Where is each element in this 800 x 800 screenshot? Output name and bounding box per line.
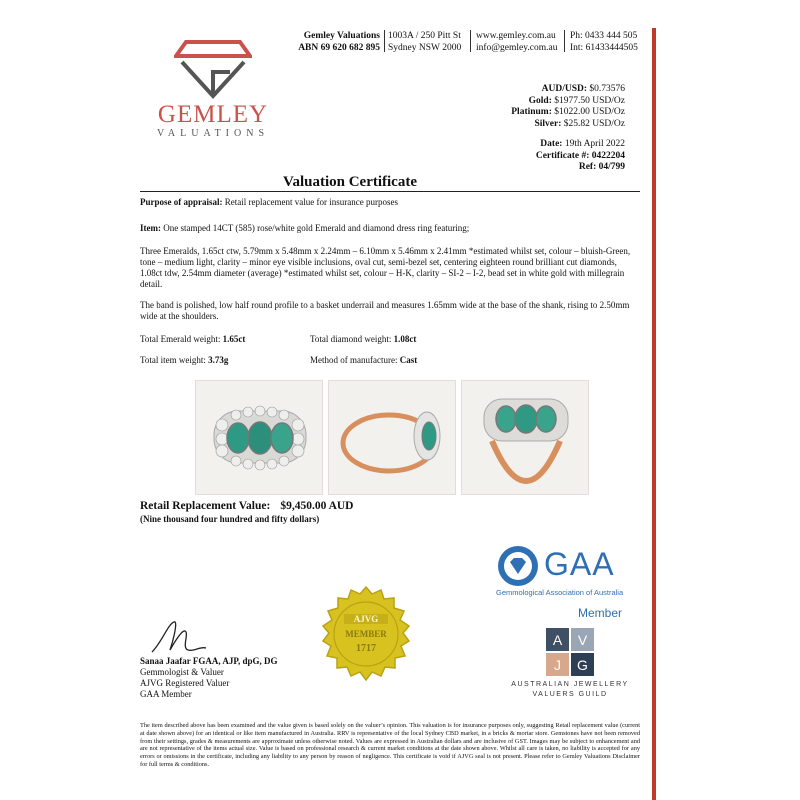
gaa-emblem-icon — [496, 544, 540, 588]
platinum-value: $1022.00 USD/Oz — [554, 107, 625, 117]
intl-phone-number: Int: 61433444505 — [570, 43, 638, 53]
item-line — [140, 223, 640, 234]
purpose-value: Retail replacement value for insurance purposes — [224, 197, 398, 207]
silver-value: $25.82 USD/Oz — [563, 118, 625, 129]
method-label: Method of manufacture: — [310, 355, 398, 365]
emerald-weight-value: 1.65ct — [222, 334, 246, 344]
purpose-line — [140, 197, 640, 208]
date-value: 19th April 2022 — [564, 139, 625, 149]
ajvg-letter-a: A — [552, 632, 563, 648]
gold-value: $1977.50 USD/Oz — [554, 95, 625, 106]
valuer-signature — [148, 618, 208, 658]
emerald-weight — [140, 334, 245, 345]
signer-role3: GAA Member — [140, 689, 192, 699]
seal-line2: MEMBER — [345, 629, 387, 639]
header-divider — [470, 30, 471, 52]
seal-line1: AJVG — [353, 614, 379, 624]
ajvg-letter-v: V — [577, 632, 588, 648]
signer-role1: Gemmologist & Valuer — [140, 667, 224, 677]
ajvg-line1: AUSTRALIAN JEWELLERY — [511, 681, 629, 688]
ajvg-letter-g: G — [577, 657, 588, 673]
header-address — [388, 30, 461, 54]
certificate-meta — [536, 139, 625, 174]
diamond-weight-label: Total diamond weight: — [310, 334, 392, 344]
address-line1: 1003A / 250 Pitt St — [388, 31, 461, 41]
emerald-weight-label: Total Emerald weight: — [140, 334, 221, 344]
diamond-weight-value: 1.08ct — [393, 334, 417, 344]
band-description: The band is polished, low half round profile to a basket underrail and measures 1.65mm wide at the base of the shank, rising to 2.50mm wide at the shoulders. — [140, 300, 630, 321]
value-in-words: (Nine thousand four hundred and fifty dollars) — [140, 514, 320, 524]
method-value: Cast — [399, 355, 418, 365]
aud-label: AUD/USD: — [541, 84, 587, 94]
gold-label: Gold: — [528, 95, 552, 106]
gemley-logo — [148, 38, 278, 153]
red-margin-rule — [652, 28, 656, 800]
certificate-number: 0422204 — [591, 150, 625, 161]
ajvg-line2: VALUERS GUILD — [532, 691, 608, 698]
item-value: One stamped 14CT (585) rose/white gold Emerald and diamond dress ring featuring; — [163, 223, 470, 233]
email-link[interactable]: info@gemley.com.au — [476, 43, 558, 53]
phone-number: Ph: 0433 444 505 — [570, 31, 638, 41]
header-divider — [384, 30, 385, 52]
company-abn: ABN 69 620 682 895 — [298, 43, 380, 53]
page-title: Valuation Certificate — [282, 174, 417, 190]
ref-label: Ref: — [578, 162, 597, 172]
value-label: Retail Replacement Value: — [140, 500, 271, 512]
signer-block — [140, 656, 278, 700]
ajvg-gold-seal — [314, 585, 418, 689]
aud-value: $0.73576 — [589, 84, 625, 94]
platinum-label: Platinum: — [511, 107, 552, 117]
value-amount: $9,450.00 AUD — [280, 500, 354, 512]
item-description: Three Emeralds, 1.65ct ctw, 5.79mm x 5.48mm x 2.24mm – 6.10mm x 5.46mm x 2.41mm *estimated whilst set, colour – bluish-Green, tone – medium light, clarity – minor eye visible inclusions, oval cut, semi-bezel set, centering eighteen round brilliant cut diamonds, 1.08ct tdw, 2.54mm diameter (average) *estimated whilst set, colour – H-K, clarity – SI-2 – I-2, bead set in white gold with millegrain detail. — [140, 246, 631, 289]
website-link[interactable]: www.gemley.com.au — [476, 31, 556, 41]
header-divider — [564, 30, 565, 52]
title-underline — [140, 191, 640, 192]
item-weight-label: Total item weight: — [140, 355, 206, 365]
gaa-logo — [496, 542, 636, 632]
disclaimer: The item described above has been examined and the value given is based solely on the valuer’s opinion. This valuation is for insurance purposes only, suggesting Retail replacement value (current at date shown above) for an identical or like item manufactured in Australia. RRV is representative of the local Sydney CBD market, in a bricks & mortar store. Gemstones have not been removed from their settings, grades & measurements are approximate unless otherwise noted. Values are expressed in Australian dollars and are inclusive of GST. Images may be subject to enhancement and are not representative of the items actual size. Value is based on professional research & current market conditions at the date shown above. Whilst all care is taken, no liability is accepted for any errors or omissions in the certificate, including any liability to any person by reason of negligence. This certificate is void if AJVG seal is not present. Please refer to Gemley Valuations Disclaimer for full terms & conditions. — [140, 722, 640, 768]
seal-line3: 1717 — [356, 643, 376, 654]
diamond-weight — [310, 334, 416, 345]
ajvg-letter-j: J — [554, 657, 561, 673]
ajvg-emblem-icon — [546, 628, 594, 676]
gem-logo-icon — [174, 38, 252, 100]
brand-name: GEMLEY — [157, 101, 269, 128]
purpose-label: Purpose of appraisal: — [140, 197, 223, 207]
address-line2: Sydney NSW 2000 — [388, 43, 462, 53]
item-weight — [140, 355, 228, 366]
company-name: Gemley Valuations — [303, 31, 380, 41]
gaa-member-label: Member — [578, 606, 623, 620]
manufacture-method — [310, 355, 417, 366]
item-label: Item: — [140, 223, 161, 233]
gaa-full-name: Gemmological Association of Australia — [496, 588, 624, 597]
gaa-name: GAA — [544, 546, 615, 582]
brand-subtitle: VALUATIONS — [156, 128, 270, 139]
ring-photo-front — [195, 380, 323, 495]
metal-rates — [511, 84, 625, 130]
ring-photo-back — [461, 380, 589, 495]
ajvg-logo — [500, 628, 640, 708]
date-label: Date: — [540, 139, 563, 149]
header-web — [476, 30, 557, 54]
header-company — [292, 30, 380, 54]
silver-label: Silver: — [534, 118, 562, 129]
ref-value: 04/799 — [598, 162, 625, 172]
certificate-label: Certificate #: — [535, 150, 590, 161]
header-phone — [570, 30, 638, 54]
ring-photo-side — [328, 380, 456, 495]
signer-name: Sanaa Jaafar FGAA, AJP, dpG, DG — [140, 656, 278, 666]
item-weight-value: 3.73g — [208, 355, 229, 365]
signer-role2: AJVG Registered Valuer — [140, 678, 230, 688]
retail-replacement-value — [140, 500, 353, 512]
